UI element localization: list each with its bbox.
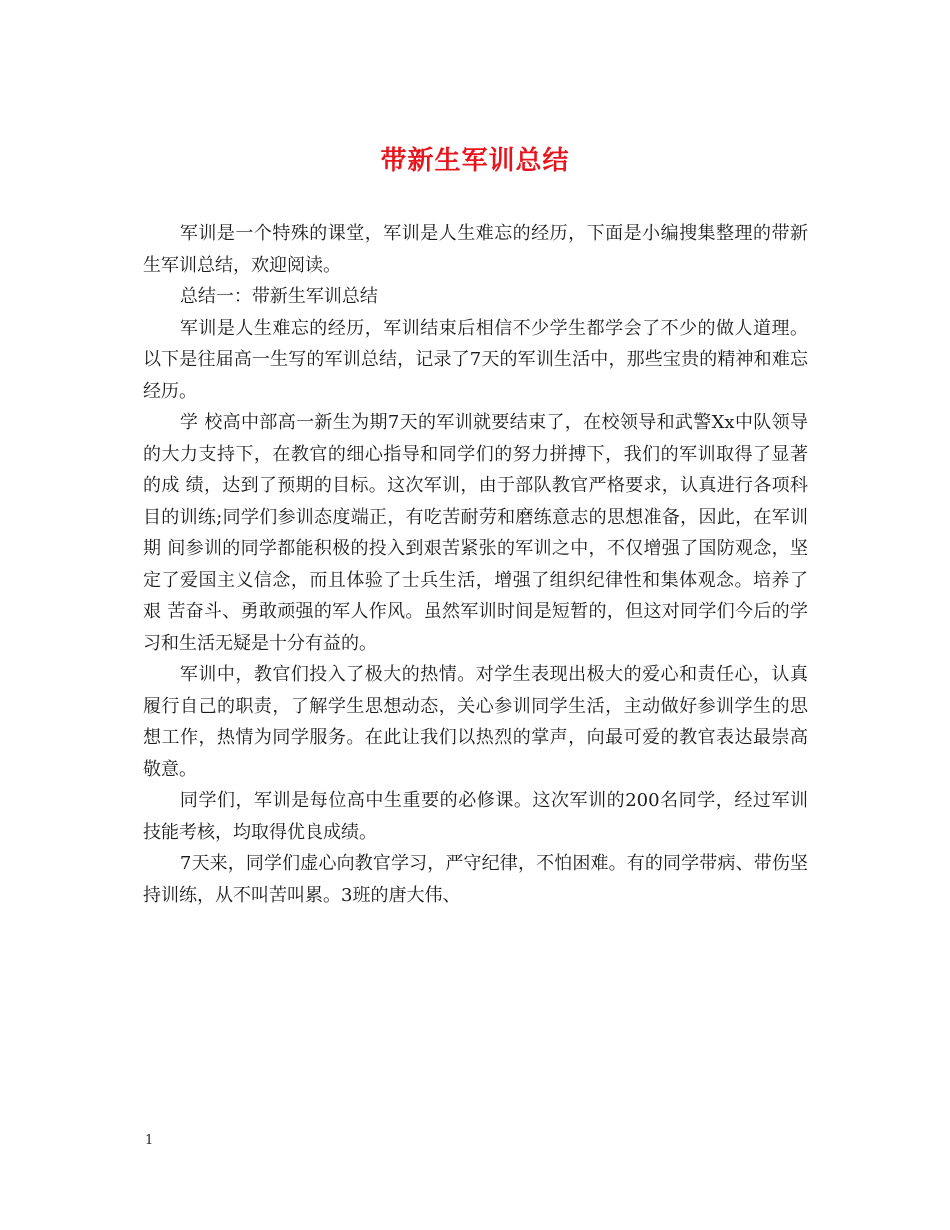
document-body (143, 218, 808, 911)
paragraph: 学 校高中部高一新生为期7天的军训就要结束了，在校领导和武警Xx中队领导的大力支持下，在教官的细心指导和同学们的努力拼搏下，我们的军训取得了显著的成 绩，达到了预期的目标。这次军训，由于部队教官严格要求，认真进行各项科目的训练;同学们参训态度端正，有吃苦耐劳和磨练意志的思想准备，因此，在军训期 间参训的同学都能积极的投入到艰苦紧张的军训之中，不仅增强了国防观念，坚定了爱国主义信念，而且体验了士兵生活，增强了组织纪律性和集体观念。培养了艰 苦奋斗、勇敢顽强的军人作风。虽然军训时间是短暂的，但这对同学们今后的学习和生活无疑是十分有益的。 (143, 412, 808, 654)
paragraph-intro: 军训是一个特殊的课堂，军训是人生难忘的经历，下面是小编搜集整理的带新生军训总结，欢迎阅读。 (143, 223, 808, 276)
paragraph: 同学们，军训是每位高中生重要的必修课。这次军训的200名同学，经过军训技能考核，均取得优良成绩。 (143, 790, 808, 843)
paragraph: 7天来，同学们虚心向教官学习，严守纪律，不怕困难。有的同学带病、带伤坚持训练，从不叫苦叫累。3班的唐大伟、 (143, 853, 808, 906)
paragraph: 军训是人生难忘的经历，军训结束后相信不少学生都学会了不少的做人道理。以下是往届高一生写的军训总结，记录了7天的军训生活中，那些宝贵的精神和难忘经历。 (143, 317, 808, 402)
page-number: 1 (145, 1133, 154, 1148)
document-title: 带新生军训总结 (380, 146, 570, 176)
paragraph: 军训中，教官们投入了极大的热情。对学生表现出极大的爱心和责任心，认真履行自己的职责，了解学生思想动态，关心参训同学生活，主动做好参训学生的思想工作，热情为同学服务。在此让我们以热烈的掌声，向最可爱的教官表达最崇高敬意。 (143, 664, 808, 780)
section-heading: 总结一：带新生军训总结 (179, 286, 378, 307)
